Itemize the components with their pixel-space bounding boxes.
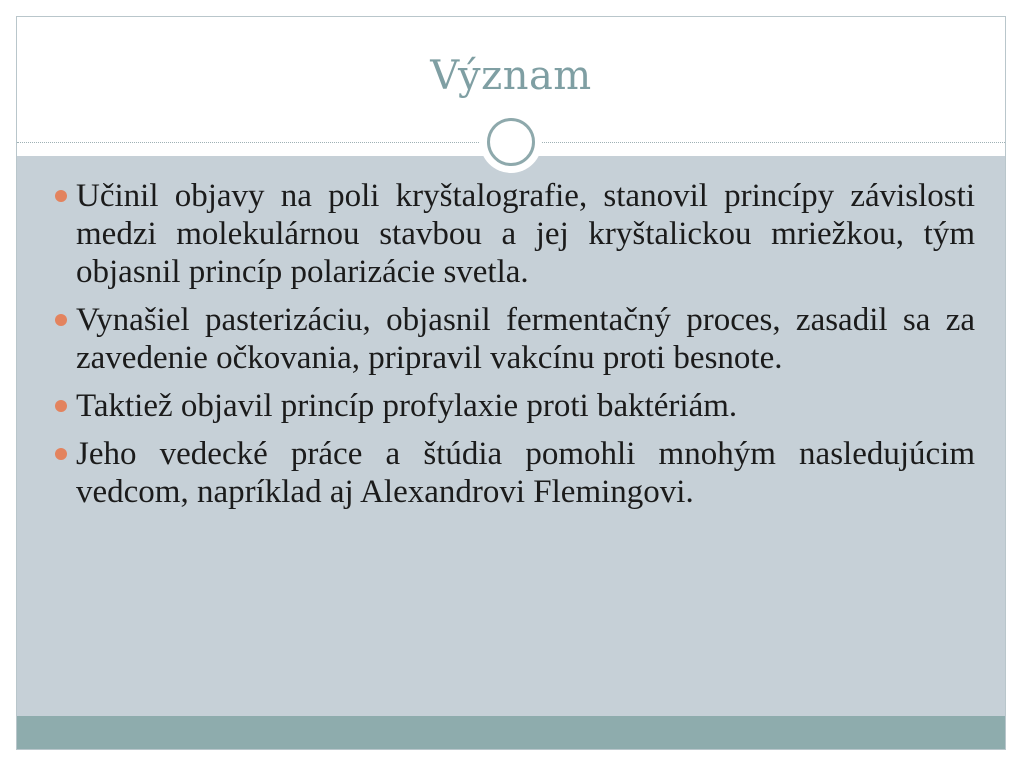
footer-band <box>17 716 1005 750</box>
bullet-dot-icon <box>55 314 67 326</box>
bullet-item <box>75 177 975 291</box>
bullet-item <box>75 387 975 425</box>
bullet-dot-icon <box>55 448 67 460</box>
bullet-dot-icon <box>55 400 67 412</box>
slide-title: Význam <box>430 53 592 99</box>
bullet-text: Taktiež objavil princíp profylaxie proti baktériám. <box>76 388 738 424</box>
divider-ring-inner <box>487 118 535 166</box>
slide <box>16 16 1006 750</box>
bullet-item <box>75 301 975 377</box>
bullet-dot-icon <box>55 190 67 202</box>
bullet-list <box>75 177 975 521</box>
bullet-text: Jeho vedecké práce a štúdia pomohli mnohým nasledujúcim vedcom, napríklad aj Alexandrovi Flemingovi. <box>76 436 975 510</box>
bullet-text: Vynašiel pasterizáciu, objasnil fermentačný proces, zasadil sa za zavedenie očkovania, pripravil vakcínu proti besnote. <box>76 302 975 376</box>
bullet-text: Učinil objavy na poli kryštalografie, stanovil princípy závislosti medzi molekulárnou stavbou a jej kryštalickou mriežkou, tým objasnil princíp polarizácie svetla. <box>76 178 975 290</box>
bullet-item <box>75 435 975 511</box>
